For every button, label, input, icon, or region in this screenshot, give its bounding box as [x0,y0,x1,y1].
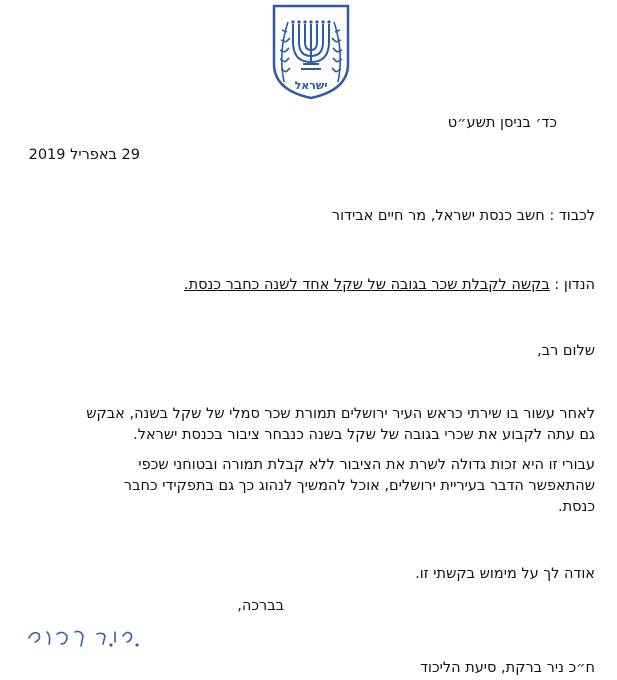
subject-line [184,275,595,295]
paragraph-1 [15,404,595,446]
paragraph-2-line-1: עבורי זו היא זכות גדולה לשרת את הציבור ללא קבלת תמורה ובטוחני שכפי [138,457,595,473]
recipient-line: לכבוד : חשב כנסת ישראל, מר חיים אבידור [331,208,595,224]
handwritten-signature [23,624,143,654]
state-emblem-icon [268,2,354,100]
subject-label: הנדון : [554,277,595,293]
paragraph-1-line-1: לאחר עשור בו שירתי כראש העיר ירושלים תמורת שכר סמלי של שקל בשנה, אבקש [86,406,595,422]
paragraph-1-line-2: גם עתה לקבוע את שכרי בגובה של שקל בשנה כנבחר ציבור בכנסת ישראל. [133,427,595,443]
subject-text: בקשה לקבלת שכר בגובה של שקל אחד לשנה כחבר כנסת. [184,277,550,293]
gregorian-date: 29 באפריל 2019 [28,147,140,163]
paragraph-2 [15,455,595,518]
emblem-text: ישראל [294,79,328,92]
signer-line: ח״כ ניר ברקת, סיעת הליכוד [420,660,595,676]
paragraph-2-line-2: שהתאפשר הדבר בעיריית ירושלים, אוכל להמשיך לנהוג כך גם בתפקידי כחבר [123,478,595,494]
greeting: שלום רב, [537,343,595,359]
hebrew-date: כד׳ בניסן תשע״ט [447,115,557,131]
thanks-line: אודה לך על מימוש בקשתי זו. [415,566,595,582]
closing-line: בברכה, [237,598,284,614]
paragraph-2-line-3: כנסת. [557,499,595,515]
